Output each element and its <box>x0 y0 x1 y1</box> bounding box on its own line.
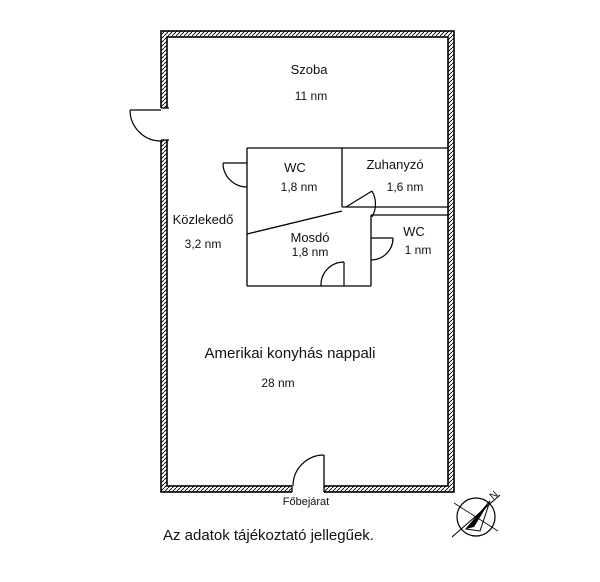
room-name-zuhanyzo: Zuhanyzó <box>366 157 424 172</box>
room-name-wc-upper: WC <box>284 160 306 175</box>
room-area-szoba: 11 nm <box>294 89 328 103</box>
room-area-zuhanyzo: 1,6 nm <box>386 180 424 194</box>
compass-letter: N <box>487 489 501 503</box>
main-entrance-door <box>292 455 324 494</box>
room-name-kozlekedo: Közlekedő <box>172 212 234 227</box>
room-area-kozlekedo: 3,2 nm <box>184 237 222 251</box>
entrance-label: Főbejárat <box>282 496 330 508</box>
north-arrow-icon <box>452 489 500 537</box>
room-name-nappali: Amerikai konyhás nappali <box>204 345 376 362</box>
room-area-wc-upper: 1,8 nm <box>280 180 318 194</box>
side-door <box>130 108 169 141</box>
room-name-mosdo: Mosdó <box>290 230 330 245</box>
room-name-wc-lower: WC <box>403 224 425 239</box>
footnote: Az adatok tájékoztató jellegűek. <box>163 527 374 544</box>
room-name-szoba: Szoba <box>290 62 328 77</box>
room-area-mosdo: 1,8 nm <box>291 245 329 259</box>
room-area-nappali: 28 nm <box>261 376 295 390</box>
room-area-wc-lower: 1 nm <box>404 243 432 257</box>
